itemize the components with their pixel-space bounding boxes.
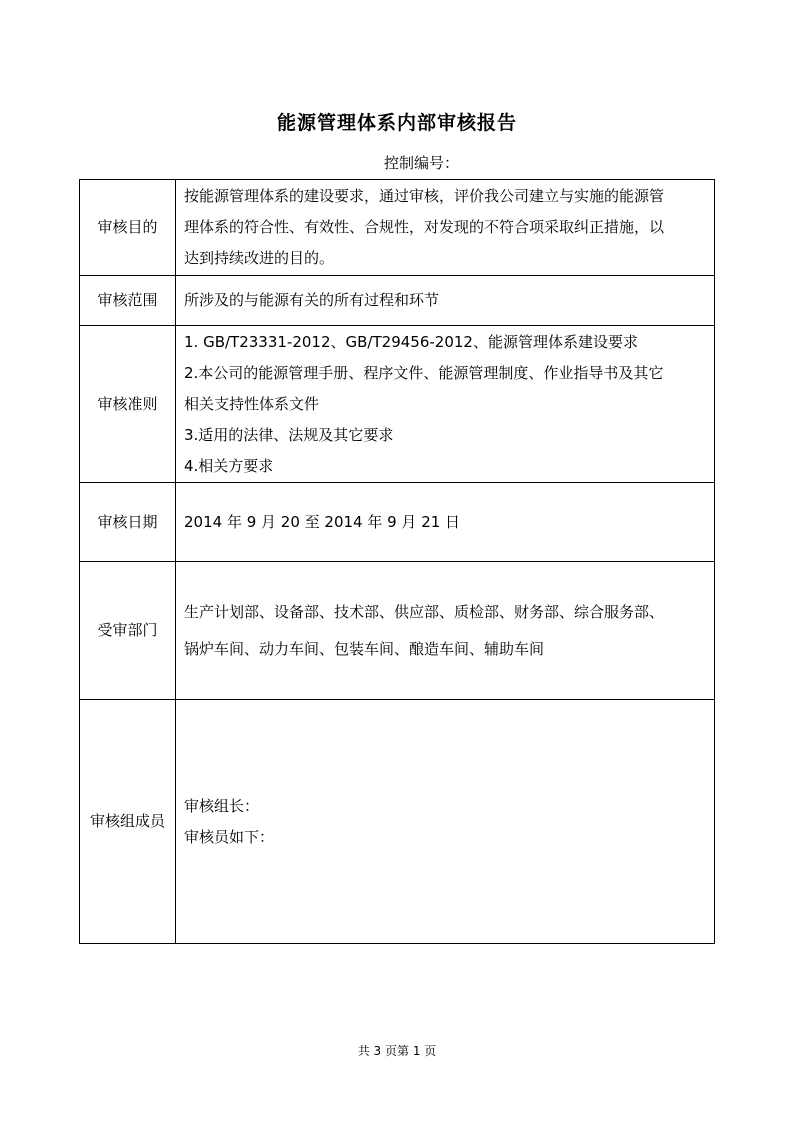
row-audited-departments <box>80 562 715 700</box>
criteria-line-4: 3.适用的法律、法规及其它要求 <box>184 425 394 444</box>
label-audit-team: 审核组成员 <box>80 700 176 944</box>
label-audit-criteria: 审核准则 <box>80 326 176 483</box>
label-audited-departments: 受审部门 <box>80 562 176 700</box>
purpose-line-3: 达到持续改进的目的。 <box>184 249 335 267</box>
departments-line-1: 生产计划部、设备部、技术部、供应部、质检部、财务部、综合服务部、 <box>184 602 665 621</box>
content-audited-departments <box>176 562 715 700</box>
criteria-line-1: 1. GB/T23331-2012、GB/T29456-2012、能源管理体系建设要求 <box>184 332 638 351</box>
criteria-line-3: 相关支持性体系文件 <box>184 394 320 413</box>
purpose-line-1: 按能源管理体系的建设要求，通过审核，评价我公司建立与实施的能源管 <box>184 187 665 205</box>
page-footer: 共 3 页第 1 页 <box>357 1044 437 1058</box>
row-audit-purpose <box>80 180 715 276</box>
content-audit-purpose <box>176 180 715 276</box>
team-members-line: 审核员如下： <box>184 827 275 846</box>
control-number-label: 控制编号： <box>384 154 460 172</box>
content-audit-scope <box>176 276 715 326</box>
content-audit-team <box>176 700 715 944</box>
criteria-line-5: 4.相关方要求 <box>184 456 274 475</box>
label-audit-scope: 审核范围 <box>80 276 176 326</box>
document-title: 能源管理体系内部审核报告 <box>276 112 517 134</box>
row-audit-criteria <box>80 326 715 483</box>
row-audit-scope <box>80 276 715 326</box>
content-audit-criteria <box>176 326 715 483</box>
date-line-1: 2014 年 9 月 20 至 2014 年 9 月 21 日 <box>184 512 461 531</box>
criteria-line-2: 2.本公司的能源管理手册、程序文件、能源管理制度、作业指导书及其它 <box>184 363 664 382</box>
team-leader-line: 审核组长： <box>184 796 260 815</box>
content-audit-date <box>176 483 715 562</box>
row-audit-team <box>80 700 715 944</box>
scope-line-1: 所涉及的与能源有关的所有过程和环节 <box>184 291 440 309</box>
row-audit-date <box>80 483 715 562</box>
departments-line-2: 锅炉车间、动力车间、包装车间、酿造车间、辅助车间 <box>184 639 545 658</box>
audit-report-table <box>79 179 715 944</box>
label-audit-purpose: 审核目的 <box>80 180 176 276</box>
purpose-line-2: 理体系的符合性、有效性、合规性，对发现的不符合项采取纠正措施，以 <box>184 218 665 236</box>
label-audit-date: 审核日期 <box>80 483 176 562</box>
